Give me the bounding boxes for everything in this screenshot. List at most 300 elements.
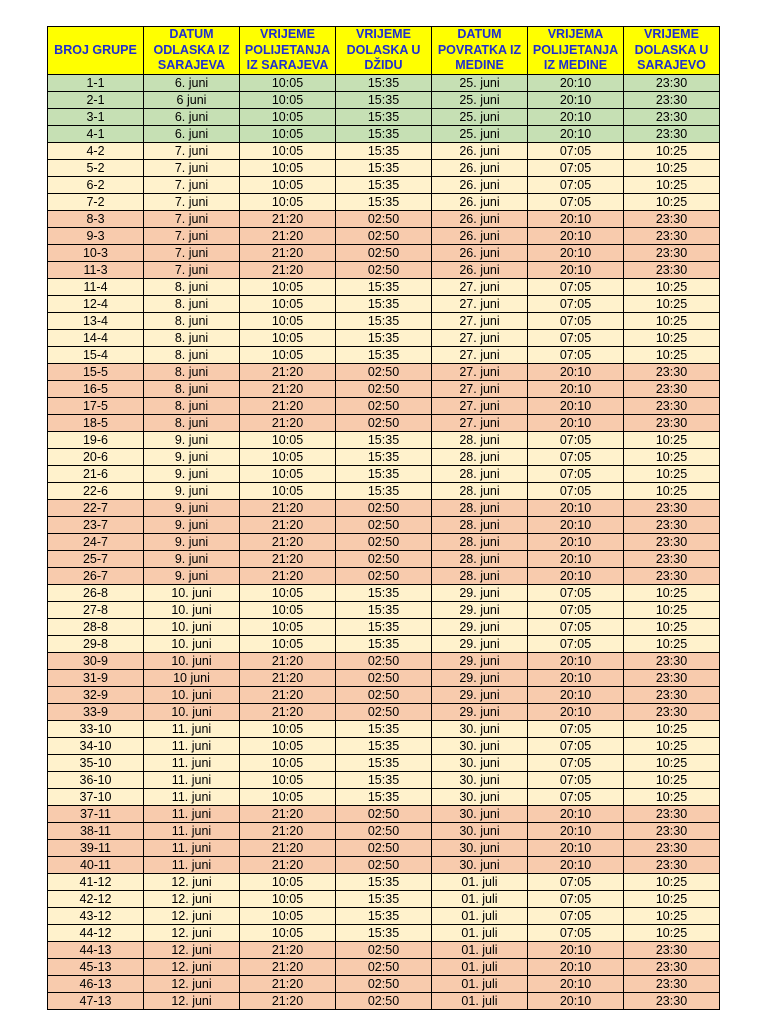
header-departure-date: DATUM ODLASKA IZ SARAJEVA (144, 27, 240, 75)
departure-date-cell: 10. juni (144, 653, 240, 670)
return-departure-time-cell: 07:05 (528, 483, 624, 500)
departure-date-cell: 8. juni (144, 415, 240, 432)
departure-date-cell: 9. juni (144, 517, 240, 534)
arrival-jeddah-cell: 02:50 (336, 840, 432, 857)
table-row (48, 279, 720, 296)
arrival-jeddah-cell: 15:35 (336, 75, 432, 92)
departure-time-cell: 10:05 (240, 92, 336, 109)
table-row (48, 211, 720, 228)
table-row (48, 976, 720, 993)
return-date-cell: 27. juni (432, 415, 528, 432)
departure-date-cell: 7. juni (144, 245, 240, 262)
return-departure-time-cell: 20:10 (528, 262, 624, 279)
arrival-sarajevo-cell: 10:25 (624, 143, 720, 160)
table-row (48, 806, 720, 823)
arrival-sarajevo-cell: 23:30 (624, 551, 720, 568)
return-date-cell: 27. juni (432, 381, 528, 398)
group-number-cell: 28-8 (48, 619, 144, 636)
departure-date-cell: 10. juni (144, 619, 240, 636)
return-date-cell: 25. juni (432, 126, 528, 143)
table-header (48, 27, 720, 75)
return-date-cell: 26. juni (432, 160, 528, 177)
arrival-jeddah-cell: 15:35 (336, 109, 432, 126)
arrival-jeddah-cell: 15:35 (336, 313, 432, 330)
return-date-cell: 29. juni (432, 670, 528, 687)
arrival-sarajevo-cell: 10:25 (624, 483, 720, 500)
departure-time-cell: 10:05 (240, 449, 336, 466)
arrival-sarajevo-cell: 10:25 (624, 279, 720, 296)
departure-date-cell: 7. juni (144, 160, 240, 177)
group-number-cell: 17-5 (48, 398, 144, 415)
departure-date-cell: 7. juni (144, 211, 240, 228)
return-date-cell: 30. juni (432, 840, 528, 857)
table-row (48, 364, 720, 381)
departure-time-cell: 10:05 (240, 75, 336, 92)
departure-date-cell: 11. juni (144, 772, 240, 789)
table-row (48, 908, 720, 925)
arrival-sarajevo-cell: 10:25 (624, 772, 720, 789)
return-date-cell: 01. juli (432, 976, 528, 993)
departure-date-cell: 11. juni (144, 755, 240, 772)
arrival-sarajevo-cell: 10:25 (624, 585, 720, 602)
table-row (48, 245, 720, 262)
arrival-sarajevo-cell: 23:30 (624, 398, 720, 415)
table-row (48, 126, 720, 143)
group-number-cell: 9-3 (48, 228, 144, 245)
arrival-jeddah-cell: 15:35 (336, 755, 432, 772)
table-row (48, 721, 720, 738)
departure-time-cell: 21:20 (240, 534, 336, 551)
arrival-sarajevo-cell: 10:25 (624, 738, 720, 755)
return-date-cell: 28. juni (432, 483, 528, 500)
arrival-sarajevo-cell: 23:30 (624, 823, 720, 840)
departure-date-cell: 6. juni (144, 126, 240, 143)
group-number-cell: 26-7 (48, 568, 144, 585)
group-number-cell: 13-4 (48, 313, 144, 330)
return-date-cell: 28. juni (432, 517, 528, 534)
return-departure-time-cell: 20:10 (528, 517, 624, 534)
return-date-cell: 27. juni (432, 279, 528, 296)
arrival-sarajevo-cell: 23:30 (624, 211, 720, 228)
group-number-cell: 6-2 (48, 177, 144, 194)
group-number-cell: 4-2 (48, 143, 144, 160)
group-number-cell: 44-13 (48, 942, 144, 959)
return-departure-time-cell: 20:10 (528, 92, 624, 109)
arrival-sarajevo-cell: 23:30 (624, 381, 720, 398)
header-arrival-jeddah: VRIJEME DOLASKA U DŽIDU (336, 27, 432, 75)
group-number-cell: 1-1 (48, 75, 144, 92)
departure-time-cell: 21:20 (240, 959, 336, 976)
return-date-cell: 29. juni (432, 653, 528, 670)
departure-date-cell: 11. juni (144, 857, 240, 874)
arrival-sarajevo-cell: 23:30 (624, 568, 720, 585)
return-departure-time-cell: 07:05 (528, 755, 624, 772)
arrival-jeddah-cell: 02:50 (336, 823, 432, 840)
return-date-cell: 27. juni (432, 347, 528, 364)
arrival-sarajevo-cell: 10:25 (624, 160, 720, 177)
return-departure-time-cell: 20:10 (528, 551, 624, 568)
departure-time-cell: 10:05 (240, 755, 336, 772)
group-number-cell: 29-8 (48, 636, 144, 653)
arrival-jeddah-cell: 02:50 (336, 398, 432, 415)
return-date-cell: 25. juni (432, 109, 528, 126)
arrival-sarajevo-cell: 10:25 (624, 925, 720, 942)
group-number-cell: 40-11 (48, 857, 144, 874)
departure-time-cell: 21:20 (240, 245, 336, 262)
table-row (48, 687, 720, 704)
arrival-jeddah-cell: 15:35 (336, 908, 432, 925)
departure-date-cell: 10. juni (144, 602, 240, 619)
return-departure-time-cell: 20:10 (528, 75, 624, 92)
return-date-cell: 30. juni (432, 823, 528, 840)
return-departure-time-cell: 20:10 (528, 415, 624, 432)
departure-time-cell: 21:20 (240, 823, 336, 840)
departure-time-cell: 10:05 (240, 194, 336, 211)
return-departure-time-cell: 07:05 (528, 194, 624, 211)
return-departure-time-cell: 20:10 (528, 840, 624, 857)
group-number-cell: 34-10 (48, 738, 144, 755)
arrival-sarajevo-cell: 10:25 (624, 755, 720, 772)
departure-time-cell: 10:05 (240, 721, 336, 738)
group-number-cell: 31-9 (48, 670, 144, 687)
departure-date-cell: 7. juni (144, 228, 240, 245)
departure-time-cell: 21:20 (240, 364, 336, 381)
return-departure-time-cell: 20:10 (528, 993, 624, 1010)
departure-date-cell: 6 juni (144, 92, 240, 109)
arrival-sarajevo-cell: 23:30 (624, 806, 720, 823)
group-number-cell: 4-1 (48, 126, 144, 143)
return-departure-time-cell: 20:10 (528, 381, 624, 398)
arrival-sarajevo-cell: 10:25 (624, 721, 720, 738)
return-date-cell: 28. juni (432, 466, 528, 483)
return-departure-time-cell: 07:05 (528, 721, 624, 738)
table-row (48, 602, 720, 619)
return-departure-time-cell: 20:10 (528, 568, 624, 585)
departure-date-cell: 7. juni (144, 143, 240, 160)
arrival-sarajevo-cell: 23:30 (624, 245, 720, 262)
departure-time-cell: 21:20 (240, 993, 336, 1010)
departure-time-cell: 10:05 (240, 296, 336, 313)
departure-time-cell: 21:20 (240, 687, 336, 704)
return-departure-time-cell: 07:05 (528, 874, 624, 891)
return-departure-time-cell: 07:05 (528, 908, 624, 925)
departure-date-cell: 12. juni (144, 959, 240, 976)
arrival-sarajevo-cell: 23:30 (624, 92, 720, 109)
arrival-jeddah-cell: 02:50 (336, 942, 432, 959)
table-row (48, 670, 720, 687)
return-date-cell: 30. juni (432, 755, 528, 772)
arrival-jeddah-cell: 15:35 (336, 721, 432, 738)
departure-time-cell: 21:20 (240, 551, 336, 568)
departure-date-cell: 9. juni (144, 483, 240, 500)
return-departure-time-cell: 07:05 (528, 602, 624, 619)
arrival-jeddah-cell: 15:35 (336, 585, 432, 602)
table-row (48, 738, 720, 755)
return-date-cell: 30. juni (432, 738, 528, 755)
arrival-jeddah-cell: 15:35 (336, 177, 432, 194)
group-number-cell: 23-7 (48, 517, 144, 534)
table-row (48, 466, 720, 483)
table-row (48, 109, 720, 126)
arrival-jeddah-cell: 15:35 (336, 636, 432, 653)
departure-date-cell: 12. juni (144, 942, 240, 959)
departure-time-cell: 10:05 (240, 874, 336, 891)
group-number-cell: 15-4 (48, 347, 144, 364)
group-number-cell: 30-9 (48, 653, 144, 670)
table-body (48, 75, 720, 1010)
header-arrival-sarajevo: VRIJEME DOLASKA U SARAJEVO (624, 27, 720, 75)
table-row (48, 262, 720, 279)
return-date-cell: 01. juli (432, 942, 528, 959)
group-number-cell: 3-1 (48, 109, 144, 126)
departure-date-cell: 9. juni (144, 551, 240, 568)
departure-date-cell: 10 juni (144, 670, 240, 687)
return-date-cell: 28. juni (432, 500, 528, 517)
group-number-cell: 42-12 (48, 891, 144, 908)
group-number-cell: 21-6 (48, 466, 144, 483)
group-number-cell: 5-2 (48, 160, 144, 177)
departure-date-cell: 11. juni (144, 738, 240, 755)
departure-date-cell: 9. juni (144, 449, 240, 466)
return-date-cell: 30. juni (432, 789, 528, 806)
arrival-jeddah-cell: 02:50 (336, 568, 432, 585)
return-departure-time-cell: 20:10 (528, 398, 624, 415)
return-date-cell: 01. juli (432, 908, 528, 925)
return-date-cell: 29. juni (432, 602, 528, 619)
departure-time-cell: 10:05 (240, 908, 336, 925)
arrival-jeddah-cell: 15:35 (336, 432, 432, 449)
departure-date-cell: 10. juni (144, 704, 240, 721)
arrival-sarajevo-cell: 23:30 (624, 857, 720, 874)
table-row (48, 398, 720, 415)
group-number-cell: 45-13 (48, 959, 144, 976)
arrival-sarajevo-cell: 10:25 (624, 347, 720, 364)
group-number-cell: 32-9 (48, 687, 144, 704)
return-date-cell: 29. juni (432, 636, 528, 653)
departure-time-cell: 10:05 (240, 177, 336, 194)
table-row (48, 874, 720, 891)
arrival-sarajevo-cell: 10:25 (624, 177, 720, 194)
departure-time-cell: 10:05 (240, 466, 336, 483)
departure-date-cell: 8. juni (144, 364, 240, 381)
table-row (48, 381, 720, 398)
table-row (48, 296, 720, 313)
return-departure-time-cell: 07:05 (528, 636, 624, 653)
departure-date-cell: 7. juni (144, 262, 240, 279)
table-row (48, 500, 720, 517)
table-row (48, 942, 720, 959)
group-number-cell: 44-12 (48, 925, 144, 942)
return-date-cell: 29. juni (432, 687, 528, 704)
group-number-cell: 15-5 (48, 364, 144, 381)
group-number-cell: 33-10 (48, 721, 144, 738)
departure-date-cell: 7. juni (144, 177, 240, 194)
return-date-cell: 27. juni (432, 313, 528, 330)
group-number-cell: 43-12 (48, 908, 144, 925)
table-row (48, 823, 720, 840)
arrival-jeddah-cell: 15:35 (336, 619, 432, 636)
return-date-cell: 26. juni (432, 177, 528, 194)
return-departure-time-cell: 07:05 (528, 449, 624, 466)
arrival-sarajevo-cell: 10:25 (624, 432, 720, 449)
departure-date-cell: 11. juni (144, 806, 240, 823)
departure-time-cell: 21:20 (240, 806, 336, 823)
group-number-cell: 11-4 (48, 279, 144, 296)
arrival-jeddah-cell: 02:50 (336, 211, 432, 228)
departure-time-cell: 21:20 (240, 398, 336, 415)
table-row (48, 228, 720, 245)
departure-time-cell: 21:20 (240, 976, 336, 993)
table-row (48, 534, 720, 551)
table-row (48, 143, 720, 160)
return-date-cell: 28. juni (432, 568, 528, 585)
departure-date-cell: 8. juni (144, 347, 240, 364)
return-date-cell: 29. juni (432, 585, 528, 602)
arrival-sarajevo-cell: 23:30 (624, 109, 720, 126)
arrival-jeddah-cell: 15:35 (336, 160, 432, 177)
return-date-cell: 27. juni (432, 330, 528, 347)
arrival-jeddah-cell: 15:35 (336, 347, 432, 364)
group-number-cell: 36-10 (48, 772, 144, 789)
departure-time-cell: 10:05 (240, 347, 336, 364)
return-departure-time-cell: 20:10 (528, 109, 624, 126)
arrival-sarajevo-cell: 23:30 (624, 704, 720, 721)
departure-time-cell: 21:20 (240, 653, 336, 670)
group-number-cell: 38-11 (48, 823, 144, 840)
arrival-jeddah-cell: 15:35 (336, 449, 432, 466)
departure-date-cell: 12. juni (144, 976, 240, 993)
return-departure-time-cell: 20:10 (528, 534, 624, 551)
arrival-sarajevo-cell: 23:30 (624, 993, 720, 1010)
return-departure-time-cell: 07:05 (528, 143, 624, 160)
arrival-sarajevo-cell: 23:30 (624, 942, 720, 959)
arrival-sarajevo-cell: 10:25 (624, 313, 720, 330)
arrival-jeddah-cell: 02:50 (336, 262, 432, 279)
departure-time-cell: 10:05 (240, 585, 336, 602)
return-date-cell: 28. juni (432, 551, 528, 568)
return-date-cell: 28. juni (432, 432, 528, 449)
arrival-sarajevo-cell: 23:30 (624, 653, 720, 670)
return-date-cell: 26. juni (432, 211, 528, 228)
arrival-jeddah-cell: 02:50 (336, 806, 432, 823)
arrival-sarajevo-cell: 23:30 (624, 840, 720, 857)
return-date-cell: 25. juni (432, 92, 528, 109)
table-row (48, 959, 720, 976)
group-number-cell: 22-7 (48, 500, 144, 517)
arrival-jeddah-cell: 02:50 (336, 500, 432, 517)
return-date-cell: 29. juni (432, 704, 528, 721)
table-row (48, 177, 720, 194)
table-row (48, 857, 720, 874)
arrival-jeddah-cell: 02:50 (336, 534, 432, 551)
departure-time-cell: 21:20 (240, 704, 336, 721)
arrival-jeddah-cell: 02:50 (336, 551, 432, 568)
return-date-cell: 26. juni (432, 143, 528, 160)
arrival-jeddah-cell: 02:50 (336, 653, 432, 670)
arrival-jeddah-cell: 02:50 (336, 993, 432, 1010)
departure-date-cell: 12. juni (144, 908, 240, 925)
table-row (48, 925, 720, 942)
table-row (48, 449, 720, 466)
table-row (48, 585, 720, 602)
arrival-sarajevo-cell: 23:30 (624, 670, 720, 687)
arrival-jeddah-cell: 15:35 (336, 874, 432, 891)
arrival-jeddah-cell: 15:35 (336, 925, 432, 942)
group-number-cell: 37-10 (48, 789, 144, 806)
departure-time-cell: 21:20 (240, 840, 336, 857)
arrival-jeddah-cell: 15:35 (336, 772, 432, 789)
return-departure-time-cell: 07:05 (528, 160, 624, 177)
return-departure-time-cell: 07:05 (528, 432, 624, 449)
table-row (48, 704, 720, 721)
return-departure-time-cell: 07:05 (528, 177, 624, 194)
arrival-sarajevo-cell: 10:25 (624, 789, 720, 806)
arrival-sarajevo-cell: 10:25 (624, 908, 720, 925)
departure-date-cell: 10. juni (144, 585, 240, 602)
return-departure-time-cell: 20:10 (528, 364, 624, 381)
table-row (48, 313, 720, 330)
departure-date-cell: 8. juni (144, 398, 240, 415)
departure-date-cell: 11. juni (144, 721, 240, 738)
group-number-cell: 27-8 (48, 602, 144, 619)
departure-date-cell: 11. juni (144, 840, 240, 857)
arrival-sarajevo-cell: 23:30 (624, 500, 720, 517)
table-row (48, 432, 720, 449)
arrival-sarajevo-cell: 10:25 (624, 619, 720, 636)
return-departure-time-cell: 07:05 (528, 313, 624, 330)
group-number-cell: 12-4 (48, 296, 144, 313)
return-departure-time-cell: 20:10 (528, 687, 624, 704)
arrival-jeddah-cell: 02:50 (336, 704, 432, 721)
return-date-cell: 28. juni (432, 449, 528, 466)
departure-date-cell: 9. juni (144, 568, 240, 585)
arrival-sarajevo-cell: 23:30 (624, 126, 720, 143)
departure-time-cell: 21:20 (240, 568, 336, 585)
departure-time-cell: 21:20 (240, 228, 336, 245)
group-number-cell: 47-13 (48, 993, 144, 1010)
return-date-cell: 27. juni (432, 398, 528, 415)
arrival-sarajevo-cell: 10:25 (624, 449, 720, 466)
return-date-cell: 29. juni (432, 619, 528, 636)
group-number-cell: 33-9 (48, 704, 144, 721)
return-date-cell: 27. juni (432, 296, 528, 313)
return-date-cell: 01. juli (432, 925, 528, 942)
departure-time-cell: 10:05 (240, 789, 336, 806)
departure-time-cell: 21:20 (240, 942, 336, 959)
arrival-sarajevo-cell: 10:25 (624, 466, 720, 483)
group-number-cell: 35-10 (48, 755, 144, 772)
table-row (48, 789, 720, 806)
departure-date-cell: 12. juni (144, 891, 240, 908)
arrival-jeddah-cell: 02:50 (336, 245, 432, 262)
return-departure-time-cell: 07:05 (528, 772, 624, 789)
group-number-cell: 16-5 (48, 381, 144, 398)
return-date-cell: 26. juni (432, 262, 528, 279)
arrival-sarajevo-cell: 23:30 (624, 959, 720, 976)
arrival-sarajevo-cell: 10:25 (624, 636, 720, 653)
group-number-cell: 8-3 (48, 211, 144, 228)
return-departure-time-cell: 07:05 (528, 279, 624, 296)
departure-date-cell: 11. juni (144, 789, 240, 806)
departure-time-cell: 10:05 (240, 925, 336, 942)
arrival-jeddah-cell: 15:35 (336, 296, 432, 313)
arrival-sarajevo-cell: 10:25 (624, 874, 720, 891)
arrival-jeddah-cell: 15:35 (336, 279, 432, 296)
arrival-sarajevo-cell: 10:25 (624, 330, 720, 347)
return-departure-time-cell: 20:10 (528, 942, 624, 959)
header-departure-time: VRIJEME POLIJETANJA IZ SARAJEVA (240, 27, 336, 75)
return-departure-time-cell: 20:10 (528, 670, 624, 687)
